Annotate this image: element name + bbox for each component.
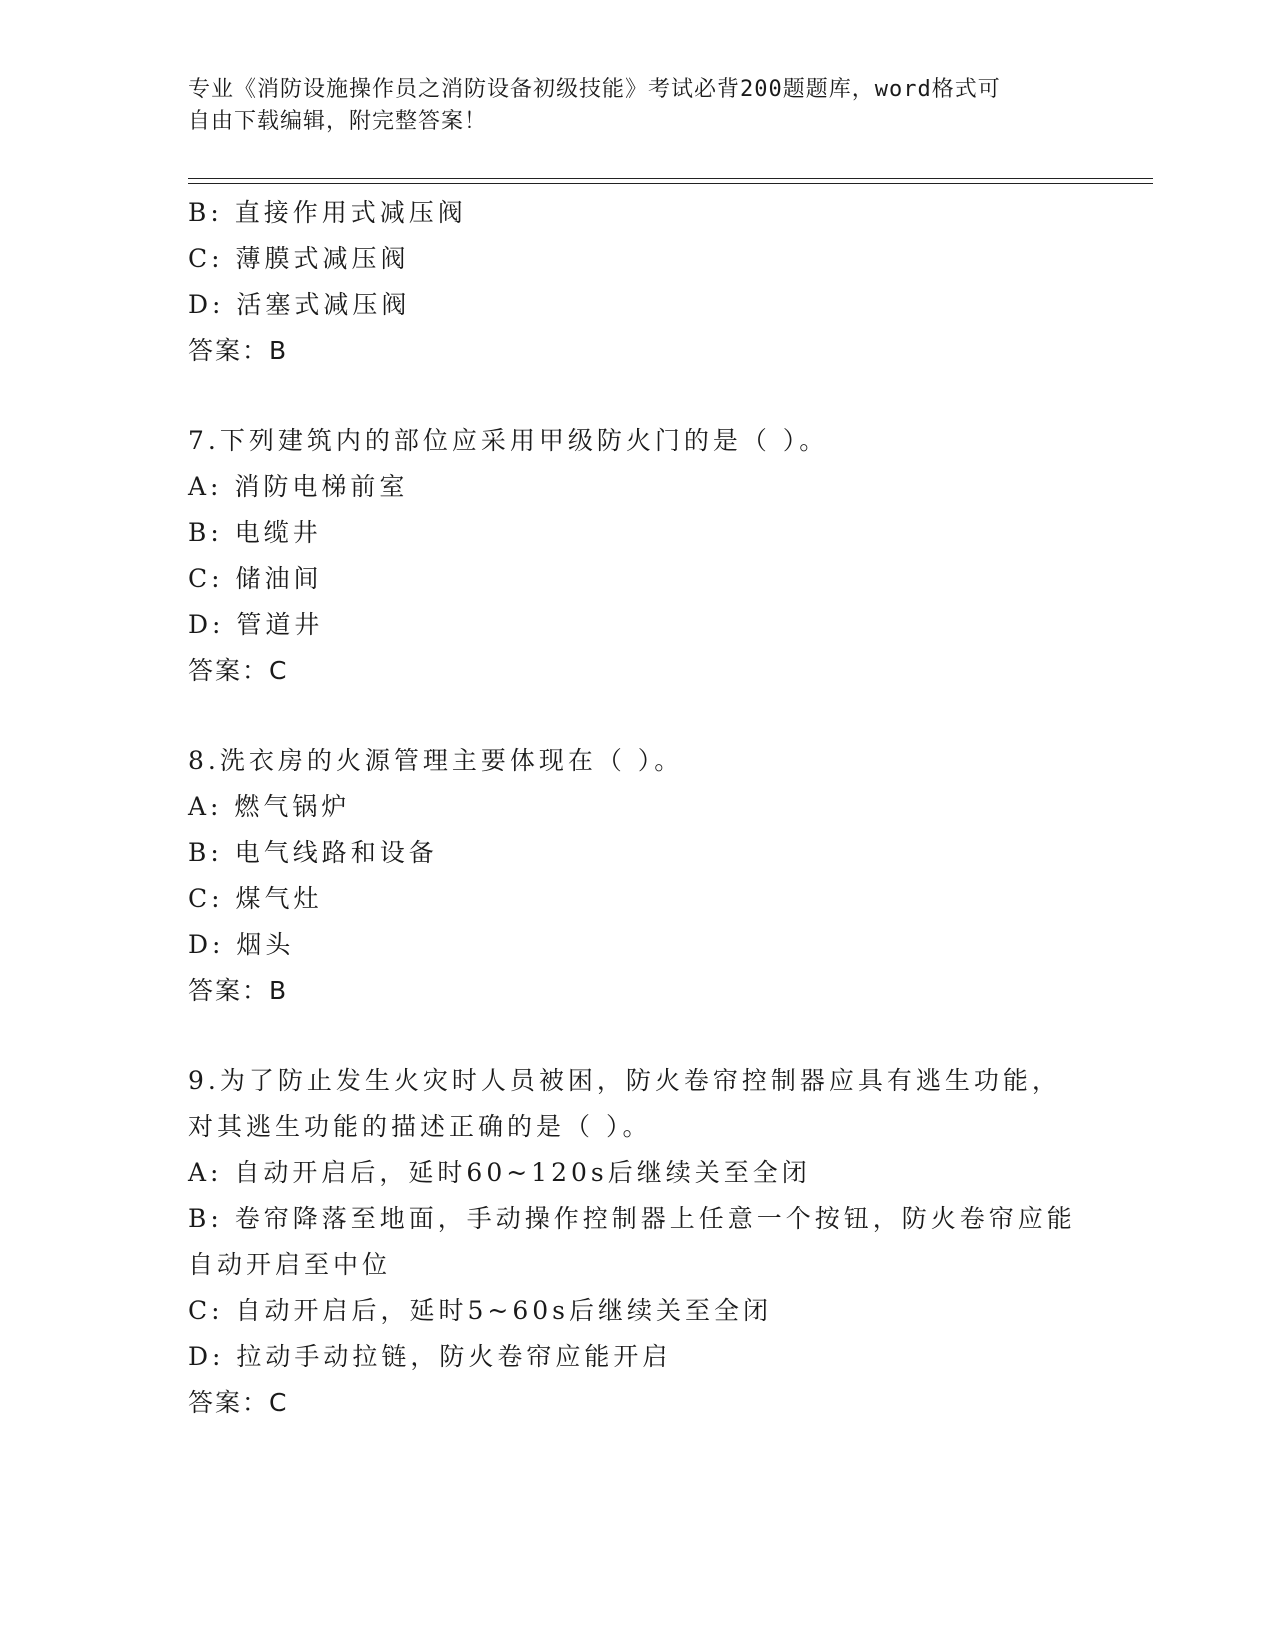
option-b-line-2: 自动开启至中位 <box>188 1250 392 1279</box>
question-content <box>188 190 1148 1426</box>
option-b: B: 电气线路和设备 <box>188 838 438 867</box>
option-c: C: 自动开启后，延时5~60s后继续关至全闭 <box>188 1296 772 1325</box>
answer-line: 答案：C <box>188 1388 289 1417</box>
header-divider-top <box>188 178 1153 179</box>
previous-question-block <box>188 190 1148 374</box>
document-header <box>188 74 1088 138</box>
question-stem-line-1: 9.为了防止发生火灾时人员被困，防火卷帘控制器应具有逃生功能， <box>188 1066 1061 1095</box>
option-c: C: 煤气灶 <box>188 884 323 913</box>
option-a: A: 燃气锅炉 <box>188 792 351 821</box>
option-b: B: 电缆井 <box>188 518 322 547</box>
option-c: C: 薄膜式减压阀 <box>188 244 410 273</box>
header-line-2: 自由下载编辑，附完整答案！ <box>188 109 488 134</box>
option-b: B: 直接作用式减压阀 <box>188 198 467 227</box>
answer-line: 答案：B <box>188 976 289 1005</box>
option-d: D: 拉动手动拉链，防火卷帘应能开启 <box>188 1342 672 1371</box>
answer-line: 答案：B <box>188 336 289 365</box>
option-c: C: 储油间 <box>188 564 323 593</box>
question-stem: 8.洗衣房的火源管理主要体现在（ ）。 <box>188 746 684 775</box>
answer-line: 答案：C <box>188 656 289 685</box>
option-b-line-1: B: 卷帘降落至地面，手动操作控制器上任意一个按钮，防火卷帘应能 <box>188 1204 1076 1233</box>
question-7 <box>188 418 1148 694</box>
header-line-1: 专业《消防设施操作员之消防设备初级技能》考试必背200题题库，word格式可 <box>188 77 1001 102</box>
option-d: D: 管道井 <box>188 610 324 639</box>
option-d: D: 烟头 <box>188 930 295 959</box>
question-8 <box>188 738 1148 1014</box>
question-9 <box>188 1058 1148 1426</box>
question-stem: 7.下列建筑内的部位应采用甲级防火门的是（ ）。 <box>188 426 829 455</box>
spacer <box>188 694 1148 738</box>
option-a: A: 自动开启后，延时60~120s后继续关至全闭 <box>188 1158 811 1187</box>
header-divider-bottom <box>188 183 1153 184</box>
option-a: A: 消防电梯前室 <box>188 472 409 501</box>
spacer <box>188 374 1148 418</box>
spacer <box>188 1014 1148 1058</box>
option-d: D: 活塞式减压阀 <box>188 290 411 319</box>
question-stem-line-2: 对其逃生功能的描述正确的是（ ）。 <box>188 1112 652 1141</box>
